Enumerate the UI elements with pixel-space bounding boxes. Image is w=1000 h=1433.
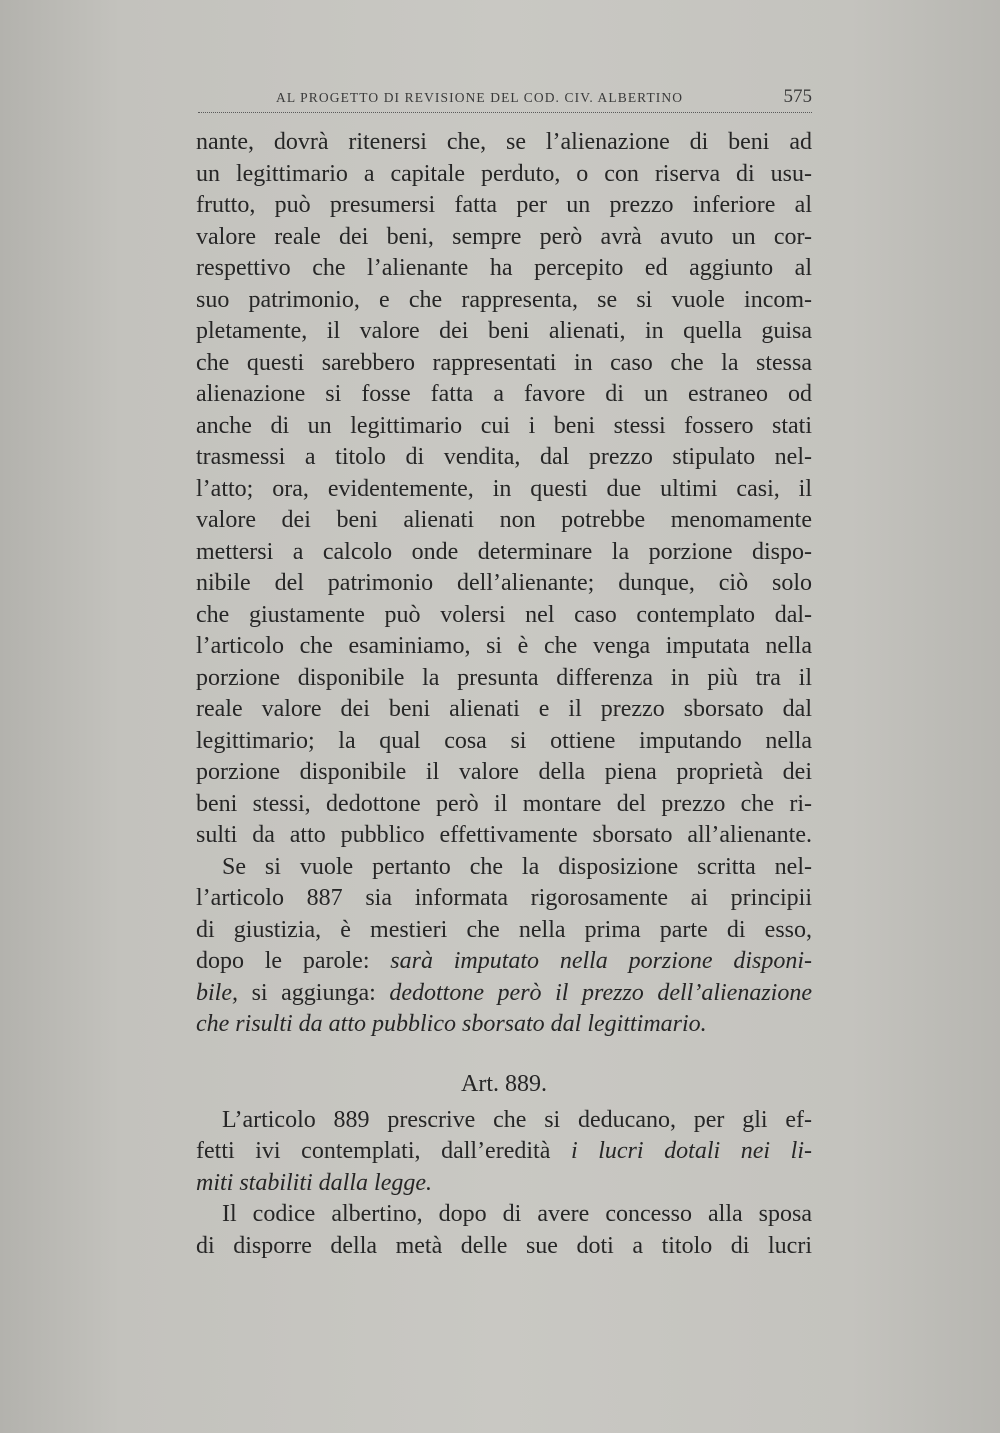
text-line: L’articolo 889 prescrive che si deducano, per gli ef- bbox=[222, 1106, 812, 1133]
text-line: di giustizia, è mestieri che nella prima parte di esso, bbox=[196, 916, 812, 943]
text-line: un legittimario a capitale perduto, o con riserva di usu- bbox=[196, 160, 812, 187]
text-line: Se si vuole pertanto che la disposizione scritta nel- bbox=[222, 853, 812, 880]
text-line: che questi sarebbero rappresentati in caso che la stessa bbox=[196, 349, 812, 376]
article-heading: Art. 889. bbox=[461, 1070, 547, 1097]
text-line bbox=[196, 1009, 812, 1041]
text-line: porzione disponibile la presunta differenza in più tra il bbox=[196, 664, 812, 691]
running-title: AL PROGETTO DI REVISIONE DEL COD. CIV. ALBERTINO bbox=[276, 90, 684, 105]
text-line: Il codice albertino, dopo di avere concesso alla sposa bbox=[222, 1201, 812, 1227]
text-line: respettivo che l’alienante ha percepito ed aggiunto al bbox=[196, 255, 812, 281]
text-line: trasmessi a titolo di vendita, dal prezzo stipulato nel- bbox=[196, 444, 812, 470]
text-italic: dedottone però il prezzo dell’alienazione bbox=[389, 979, 812, 1006]
text-italic: i lucri dotali nei li- bbox=[570, 1138, 812, 1164]
text-line: che giustamente può volersi nel caso contemplato dal- bbox=[196, 601, 812, 628]
text-line: mettersi a calcolo onde determinare la porzione dispo- bbox=[196, 538, 812, 565]
text-roman: fetti ivi contemplati, dall’eredità bbox=[196, 1138, 571, 1164]
text-line: alienazione si fosse fatta a favore di un estraneo od bbox=[196, 381, 812, 407]
text-line bbox=[196, 978, 812, 1010]
text-line: porzione disponibile il valore della piena proprietà dei bbox=[196, 759, 812, 785]
text-italic: sarà imputato nella porzione disponi- bbox=[390, 948, 812, 974]
text-line bbox=[196, 1168, 812, 1200]
text-line: pletamente, il valore dei beni alienati, in quella guisa bbox=[196, 318, 812, 344]
text-italic: che risulti da atto pubblico sborsato dal legittimario. bbox=[196, 1011, 707, 1037]
text-line: valore reale dei beni, sempre però avrà avuto un cor- bbox=[196, 223, 812, 250]
text-line: di disporre della metà delle sue doti a titolo di lucri bbox=[196, 1232, 812, 1259]
body-text bbox=[196, 127, 812, 1262]
paragraph-1 bbox=[196, 127, 812, 852]
text-italic: bile, bbox=[196, 979, 238, 1006]
text-line: anche di un legittimario cui i beni stessi fossero stati bbox=[196, 412, 812, 439]
text-line: l’articolo 887 sia informata rigorosamente ai principii bbox=[196, 885, 812, 911]
text-line: suo patrimonio, e che rappresenta, se si vuole incom- bbox=[196, 286, 812, 313]
running-head bbox=[198, 82, 812, 113]
paragraph-4 bbox=[196, 1199, 812, 1262]
text-line: reale valore dei beni alienati e il prezzo sborsato dal bbox=[196, 696, 812, 722]
text-line: nibile del patrimonio dell’alienante; dunque, ciò solo bbox=[196, 570, 812, 596]
page-number: 575 bbox=[783, 86, 812, 107]
paragraph-2 bbox=[196, 852, 812, 1041]
paragraph-3 bbox=[196, 1105, 812, 1200]
text-line: l’articolo che esaminiamo, si è che venga imputata nella bbox=[196, 633, 812, 659]
text-line: l’atto; ora, evidentemente, in questi due ultimi casi, il bbox=[196, 475, 812, 502]
text-italic: miti stabiliti dalla legge. bbox=[196, 1169, 432, 1196]
text-roman: dopo le parole: bbox=[196, 948, 391, 974]
text-line bbox=[196, 946, 812, 978]
text-line: valore dei beni alienati non potrebbe menomamente bbox=[196, 507, 812, 533]
text-line: beni stessi, dedottone però il montare del prezzo che ri- bbox=[196, 790, 812, 817]
text-line: frutto, può presumersi fatta per un prezzo inferiore al bbox=[196, 192, 812, 218]
text-line bbox=[196, 1136, 812, 1168]
text-line: nante, dovrà ritenersi che, se l’alienazione di beni ad bbox=[196, 129, 812, 155]
text-roman: si aggiunga: bbox=[238, 979, 390, 1006]
text-line: sulti da atto pubblico effettivamente sborsato all’alienante. bbox=[196, 822, 812, 848]
text-line: legittimario; la qual cosa si ottiene imputando nella bbox=[196, 727, 812, 754]
